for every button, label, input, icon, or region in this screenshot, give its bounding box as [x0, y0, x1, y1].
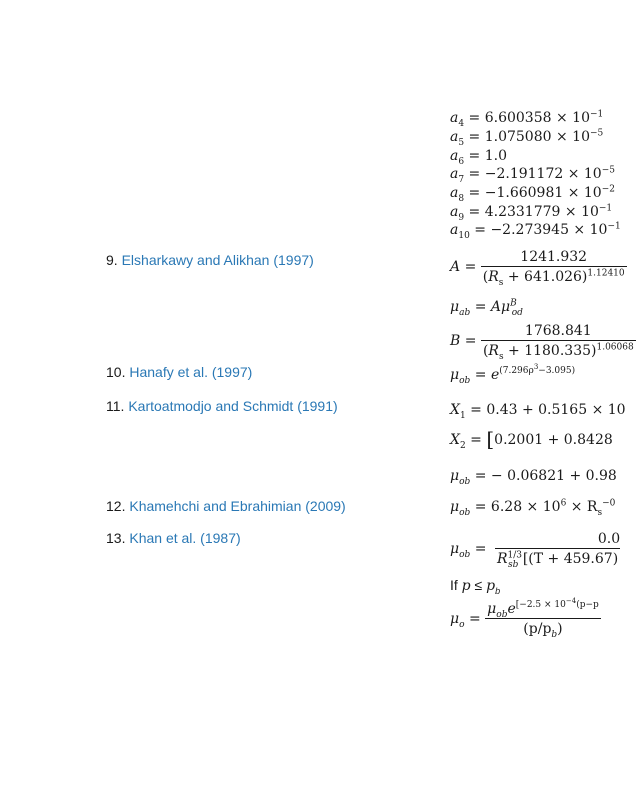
ref-link-khan[interactable]: Khan et al. (1987)	[129, 530, 241, 546]
ref-link-elsharkawy[interactable]: Elsharkawy and Alikhan (1997)	[121, 252, 314, 268]
equation-x2: $X_2 = [0.2001 + 0.8428$	[450, 427, 613, 451]
coeff-a9: $a_9 = 4.2331779 \times 10^{-1}$	[450, 203, 613, 223]
coeff-a8: $a_8 = -1.660981 \times 10^{-2}$	[450, 184, 615, 204]
equation-x1: $X_1 = 0.43 + 0.5165 \times 10$	[450, 402, 626, 421]
coeff-a4: $a_4 = 6.600358 \times 10^{-1}$	[450, 109, 604, 129]
ref-item-11	[106, 397, 338, 415]
ref-number: 9.	[106, 252, 118, 268]
coeff-a10: $a_{10} = -2.273945 \times 10^{-1}$	[450, 221, 621, 241]
ref-item-12	[106, 497, 346, 515]
ref-item-10	[106, 363, 252, 381]
ref-item-13	[106, 529, 241, 547]
equation-hanafy: $\mu_{ob} = e^{(7.296\rho^3-3.095)}$	[450, 363, 576, 386]
ref-link-khamehchi[interactable]: Khamehchi and Ebrahimian (2009)	[129, 498, 346, 514]
ref-number: 13.	[106, 530, 126, 546]
equation-kartoatmodjo: $\mu_{ob}$ = − 0.06821 + 0.98	[450, 468, 617, 487]
ref-number: 10.	[106, 364, 126, 380]
equation-mu-o: $\mu_o$ = $\frac{\mu_{ob}e^{[-2.5 \times 10^{-4}(p-p}}{(p/p_b)}$	[450, 597, 599, 640]
coeff-a6: $a_6 = 1.0$	[450, 148, 507, 167]
coeff-a5: $a_5 = 1.075080 \times 10^{-5}$	[450, 128, 604, 148]
coeff-a7: $a_7 = -2.191172 \times 10^{-5}$	[450, 165, 615, 185]
equation-A: A = $\frac{1241.932}{(R_s + 641.026)^{1.12410}}$	[450, 249, 625, 288]
ref-item-9	[106, 251, 314, 269]
ref-link-hanafy[interactable]: Hanafy et al. (1997)	[129, 364, 253, 380]
equation-khan: $\mu_{ob}$ = $\frac{0.0}{R^{1/3}_{sb} [(T + 459.67)}$	[450, 531, 621, 570]
ref-number: 12.	[106, 498, 126, 514]
ref-number: 11.	[106, 398, 125, 414]
equation-khamehchi: $\mu_{ob} = 6.28 \times 10^6 \times R_s^{-0}$	[450, 498, 616, 518]
equation-mu-ab: $\mu_{ab} = A\mu^B_{od}$	[450, 298, 523, 318]
equation-B: B = $\frac{1768.841}{(R_s + 1180.335)^{1.06068}}$	[450, 323, 634, 362]
condition-if: If $p \le p_b$	[450, 577, 501, 596]
ref-link-kartoatmodjo[interactable]: Kartoatmodjo and Schmidt (1991)	[128, 398, 338, 414]
